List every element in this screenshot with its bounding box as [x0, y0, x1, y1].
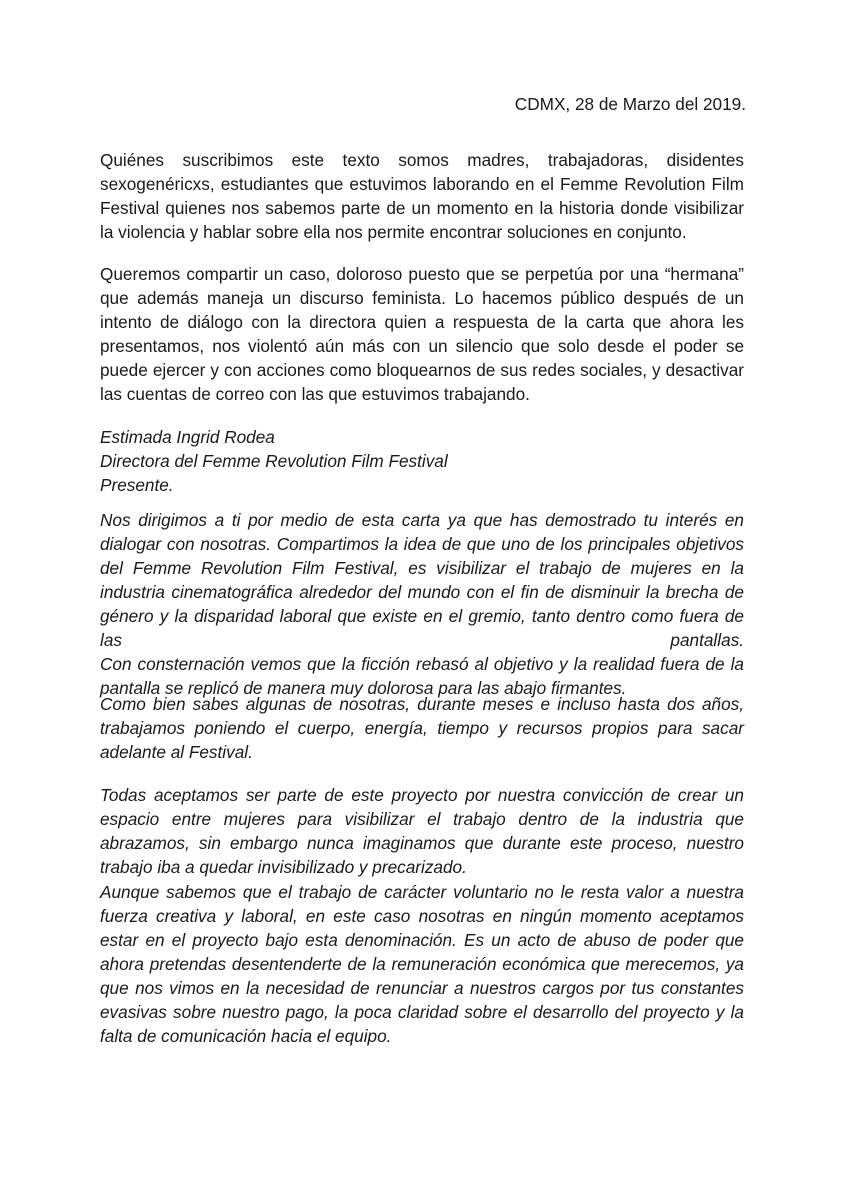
letter-paragraph-3: Todas aceptamos ser parte de este proyecto por nuestra convicción de crear un espacio entre mujeres para visibilizar el trabajo dentro de la industria que abrazamos, sin embargo nunca imaginamos que durante este proceso, nuestro trabajo iba a quedar invisibilizado y precarizado.	[100, 785, 744, 877]
recipient-title: Directora del Femme Revolution Film Festival	[100, 451, 448, 471]
letter-date: CDMX, 28 de Marzo del 2019.	[514, 94, 746, 114]
letter-paragraph-1	[100, 508, 744, 700]
letter-paragraph-1a: Nos dirigimos a ti por medio de esta carta ya que has demostrado tu interés en dialogar con nosotras. Compartimos la idea de que uno de los principales objetivos del Femme Revolution Film Festival, es visibilizar el trabajo de mujeres en la industria cinematográfica alrededor del mundo con el fin de disminuir la brecha de género y la disparidad laboral que existe en el gremio, tanto dentro como fuera de las pantallas.	[100, 510, 744, 650]
letter-paragraph-4: Aunque sabemos que el trabajo de carácter voluntario no le resta valor a nuestra fuerza creativa y laboral, en este caso nosotras en ningún momento aceptamos estar en el proyecto bajo esta denominación. Es un acto de abuso de poder que ahora pretendas desentenderte de la remuneración económica que merecemos, ya que nos vimos en la necesidad de renunciar a nuestros cargos por tus constantes evasivas sobre nuestro pago, la poca claridad sobre el desarrollo del proyecto y la falta de comunicación hacia el equipo.	[100, 882, 744, 1046]
intro-paragraph: Quiénes suscribimos este texto somos madres, trabajadoras, disidentes sexogenéricxs, estudiantes que estuvimos laborando en el Femme Revolution Film Festival quienes nos sabemos parte de un momento en la historia donde visibilizar la violencia y hablar sobre ella nos permite encontrar soluciones en conjunto.	[100, 150, 744, 242]
recipient-name: Estimada Ingrid Rodea	[100, 427, 275, 447]
recipient-presente: Presente.	[100, 475, 174, 495]
letter-paragraph-2: Como bien sabes algunas de nosotras, durante meses e incluso hasta dos años, trabajamos poniendo el cuerpo, energía, tiempo y recursos propios para sacar adelante al Festival.	[100, 694, 744, 762]
case-paragraph: Queremos compartir un caso, doloroso puesto que se perpetúa por una “hermana” que además maneja un discurso feminista. Lo hacemos público después de un intento de diálogo con la directora quien a respuesta de la carta que ahora les presentamos, nos violentó aún más con un silencio que solo desde el poder se puede ejercer y con acciones como bloquearnos de sus redes sociales, y desactivar las cuentas de correo con las que estuvimos trabajando.	[100, 264, 744, 404]
letter-paragraph-1b: Con consternación vemos que la ficción rebasó al objetivo y la realidad fuera de la pantalla se replicó de manera muy dolorosa para las abajo firmantes.	[100, 654, 744, 698]
letter-address	[100, 425, 744, 497]
